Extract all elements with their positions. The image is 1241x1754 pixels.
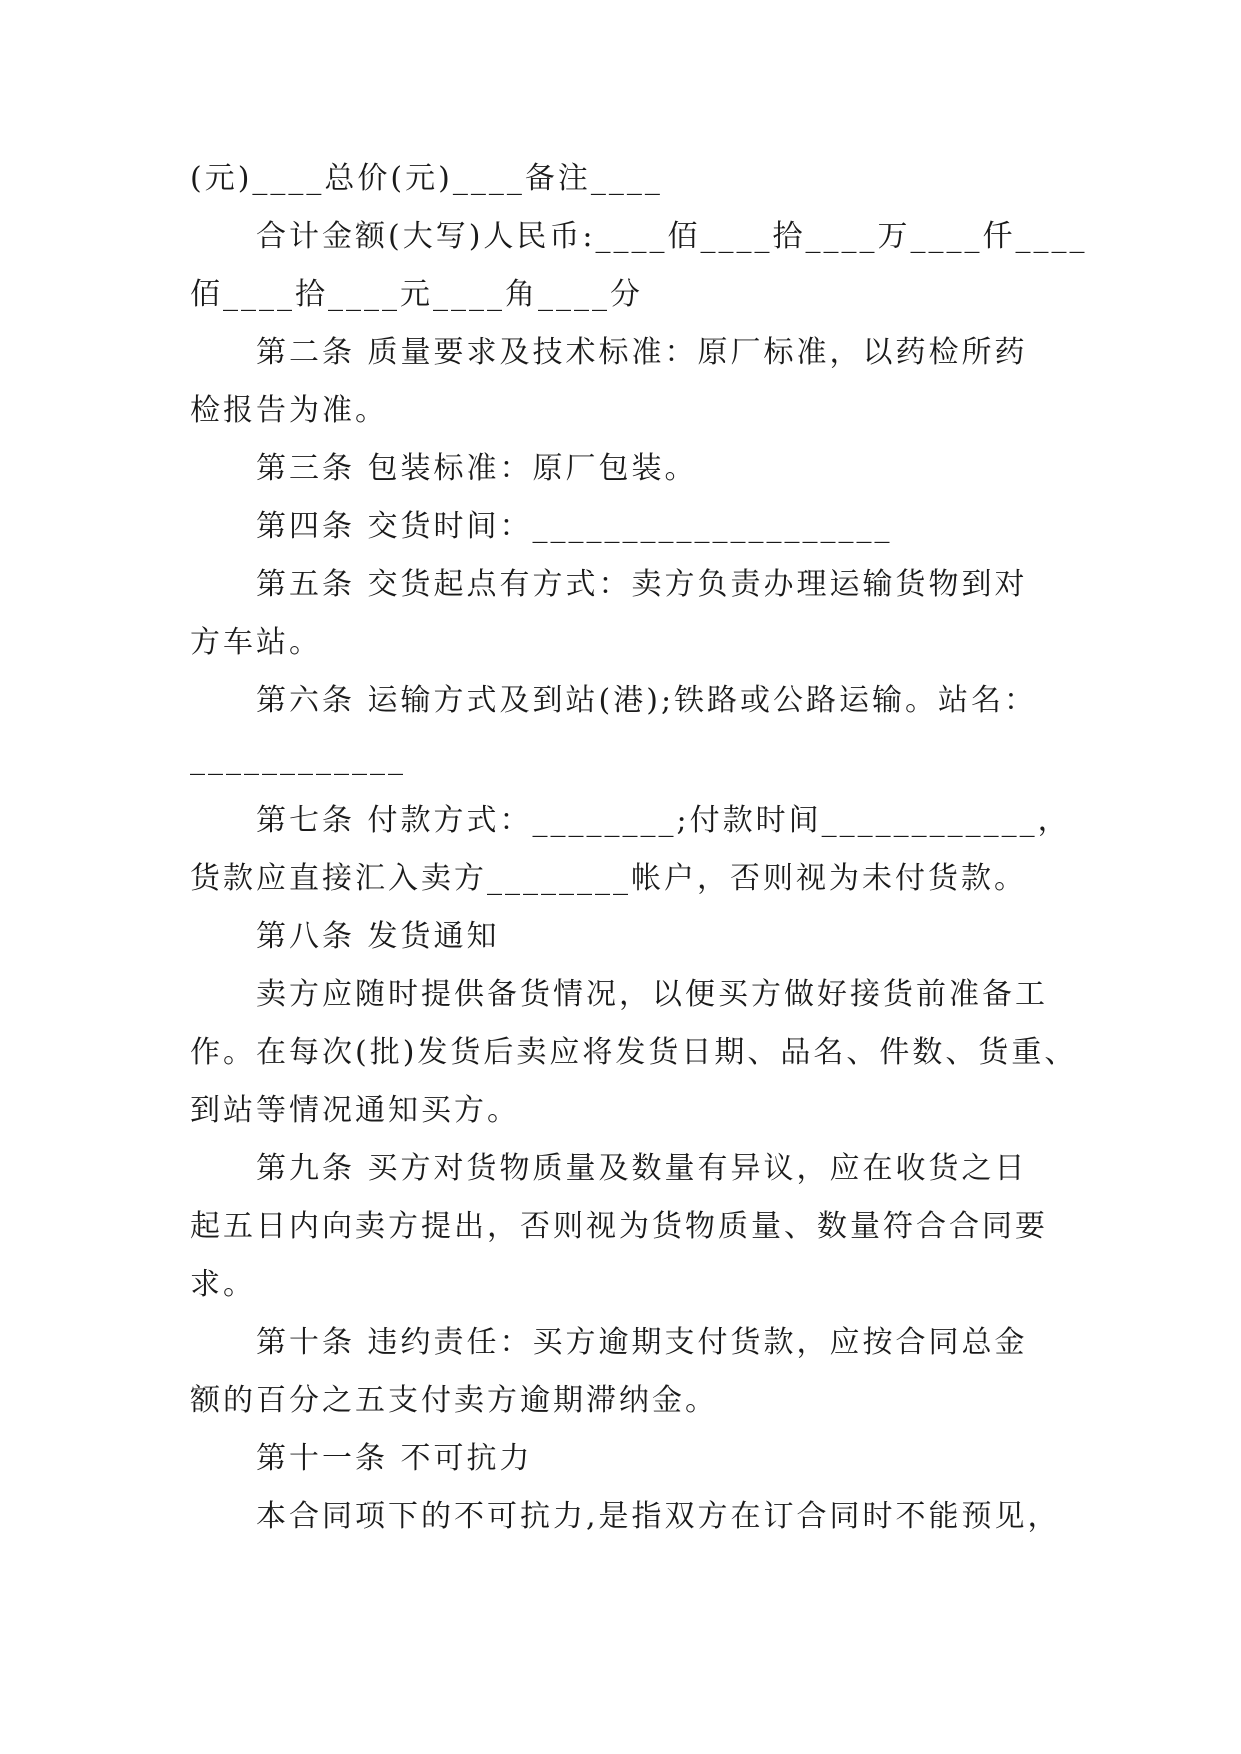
line-article-5-cont: 方车站。 xyxy=(190,625,322,660)
line-article-4: 第四条 交货时间：____________________ xyxy=(256,509,893,544)
line-total-amount: 合计金额(大写)人民币:____佰____拾____万____仟____ xyxy=(256,219,1088,254)
line-article-3: 第三条 包装标准：原厂包装。 xyxy=(256,451,698,486)
line-total-amount-cont: 佰____拾____元____角____分 xyxy=(190,277,643,312)
line-article-11: 第十一条 不可抗力 xyxy=(256,1441,533,1476)
line-article-7: 第七条 付款方式：________;付款时间____________， xyxy=(256,803,1071,838)
line-article-8-body: 卖方应随时提供备货情况，以便买方做好接货前准备工 xyxy=(256,977,1048,1012)
contract-body xyxy=(190,160,1088,1556)
line-article-10-cont: 额的百分之五支付卖方逾期滞纳金。 xyxy=(190,1383,718,1418)
line-article-10: 第十条 违约责任：买方逾期支付货款，应按合同总金 xyxy=(256,1325,1028,1360)
line-article-9-end: 求。 xyxy=(190,1267,256,1302)
line-article-2-cont: 检报告为准。 xyxy=(190,393,388,428)
line-article-6: 第六条 运输方式及到站(港);铁路或公路运输。站名： xyxy=(256,683,1038,718)
line-price-row: (元)____总价(元)____备注____ xyxy=(190,161,663,196)
line-article-9-cont: 起五日内向卖方提出，否则视为货物质量、数量符合合同要 xyxy=(190,1209,1048,1244)
line-article-8-body-cont: 作。在每次(批)发货后卖应将发货日期、品名、件数、货重、 xyxy=(190,1035,1078,1070)
line-article-8-body-end: 到站等情况通知买方。 xyxy=(190,1093,520,1128)
line-article-11-body: 本合同项下的不可抗力,是指双方在订合同时不能预见， xyxy=(256,1499,1061,1534)
line-article-8: 第八条 发货通知 xyxy=(256,919,500,954)
line-article-5: 第五条 交货起点有方式：卖方负责办理运输货物到对 xyxy=(256,567,1028,602)
line-article-2: 第二条 质量要求及技术标准：原厂标准，以药检所药 xyxy=(256,335,1028,370)
line-article-7-cont: 货款应直接汇入卖方________帐户，否则视为未付货款。 xyxy=(190,861,1027,896)
line-article-9: 第九条 买方对货物质量及数量有异议，应在收货之日 xyxy=(256,1151,1028,1186)
line-article-6-cont: ____________ xyxy=(190,741,406,776)
